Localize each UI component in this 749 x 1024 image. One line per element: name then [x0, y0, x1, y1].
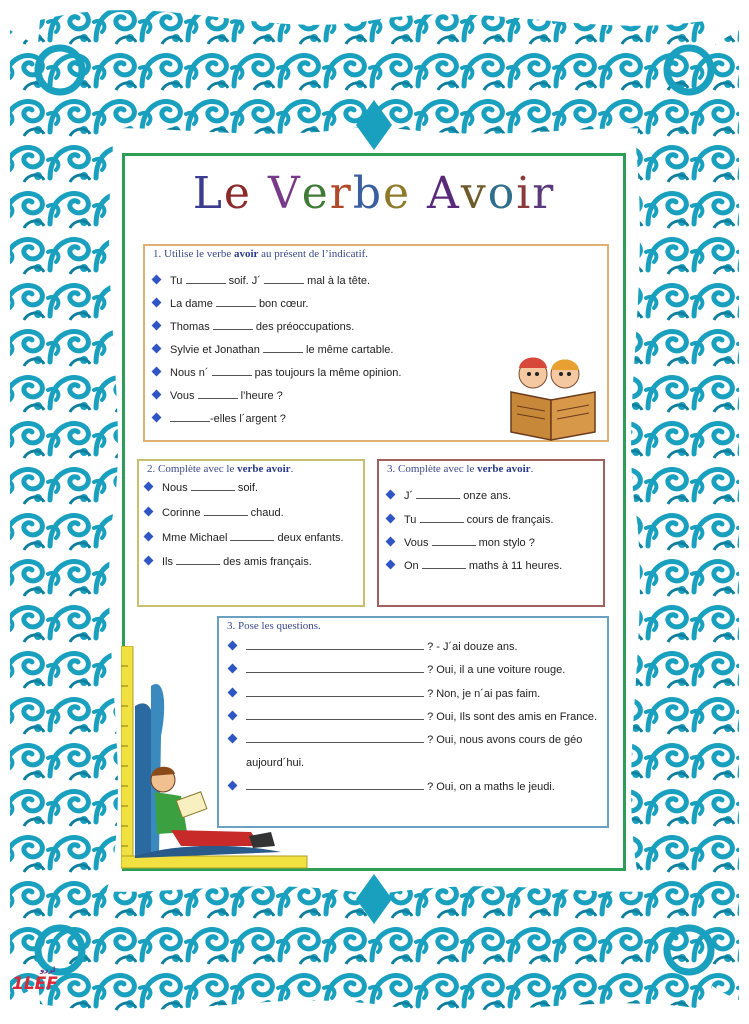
item-text: maths à 11 heures. — [468, 560, 563, 572]
diamond-bullet-icon — [152, 321, 162, 331]
title-letter: o — [487, 168, 517, 219]
blank-line[interactable] — [170, 412, 210, 422]
item-text: mal à la tête. — [307, 275, 371, 287]
diamond-bullet-icon — [386, 537, 396, 547]
title-letter: r — [532, 168, 556, 219]
heading-text: . — [530, 463, 534, 475]
diamond-bullet-icon — [152, 275, 162, 285]
diamond-bullet-icon — [152, 298, 162, 308]
site-logo — [12, 966, 58, 994]
exercise-2-box — [137, 459, 365, 607]
title-letter: b — [352, 168, 383, 219]
boy-reading-ruler-illustration — [121, 646, 311, 872]
diamond-bullet-icon — [144, 482, 154, 492]
diamond-bullet-icon — [144, 556, 154, 566]
exercise-1-item — [153, 343, 393, 356]
blank-line[interactable] — [416, 489, 460, 499]
exercise-3-box — [377, 459, 605, 607]
logo-small-text: لرزو — [40, 966, 56, 974]
diamond-bullet-icon — [386, 490, 396, 500]
item-text: chaud. — [250, 507, 284, 519]
exercise-1-item — [153, 412, 286, 425]
item-text: des amis français. — [223, 556, 312, 568]
item-text: Nous — [162, 482, 188, 494]
item-text: Mme Michael — [162, 532, 228, 544]
title-letter: e — [383, 168, 412, 219]
exercise-1-heading — [153, 248, 368, 260]
blank-line[interactable] — [176, 555, 220, 565]
item-text: le même cartable. — [306, 344, 394, 356]
exercise-3-heading — [387, 463, 533, 475]
item-text: l’heure ? — [240, 390, 283, 402]
answer-text: ? - J´ai douze ans. — [427, 641, 518, 653]
heading-text: 3. Complète avec le — [387, 463, 478, 475]
exercise-3-item — [387, 536, 535, 549]
item-text: Tu — [404, 514, 417, 526]
heading-bold: verbe avoir — [237, 463, 291, 475]
item-text: J´ — [404, 490, 414, 502]
title-letter: i — [516, 168, 533, 219]
blank-line[interactable] — [422, 559, 466, 569]
blank-line[interactable] — [213, 320, 253, 330]
heading-text: 2. Complète avec le — [147, 463, 238, 475]
heading-text: . — [290, 463, 294, 475]
item-text: Thomas — [170, 321, 210, 333]
item-text: Vous — [404, 537, 429, 549]
item-text: Tu — [170, 275, 183, 287]
title-letter: L — [192, 168, 224, 219]
title-letter: r — [329, 168, 353, 219]
blank-line[interactable] — [191, 481, 235, 491]
item-text: La dame — [170, 298, 213, 310]
exercise-1-box — [143, 244, 609, 442]
title-letter — [252, 168, 268, 219]
item-text: -elles l´argent ? — [210, 413, 286, 425]
exercise-1-item — [153, 274, 370, 287]
blank-line[interactable] — [432, 536, 476, 546]
diamond-bullet-icon — [152, 413, 162, 423]
item-text: deux enfants. — [277, 532, 344, 544]
item-text: mon stylo ? — [478, 537, 535, 549]
title-letter: v — [460, 168, 488, 219]
exercise-2-item — [145, 506, 284, 519]
title-letter: e — [301, 168, 330, 219]
blank-line[interactable] — [263, 343, 303, 353]
heading-bold: verbe avoir — [477, 463, 531, 475]
title-letter: A — [427, 168, 461, 219]
exercise-2-heading — [147, 463, 293, 475]
heading-bold: avoir — [233, 248, 259, 260]
blank-line[interactable] — [198, 389, 238, 399]
item-text: On — [404, 560, 419, 572]
page-title — [125, 168, 623, 219]
exercise-3-item — [387, 513, 553, 526]
item-text: Corinne — [162, 507, 201, 519]
item-text: des préoccupations. — [255, 321, 355, 333]
exercise-1-item — [153, 389, 283, 402]
title-letter: V — [267, 168, 302, 219]
blank-line[interactable] — [420, 513, 464, 523]
answer-text: ? Oui, nous avons cours de géo — [427, 734, 583, 746]
diamond-bullet-icon — [152, 344, 162, 354]
exercise-3-item — [387, 559, 562, 572]
item-text: cours de français. — [466, 514, 554, 526]
item-text: onze ans. — [463, 490, 511, 502]
item-text: Vous — [170, 390, 195, 402]
kids-reading-book-illustration — [503, 350, 603, 442]
item-text: soif. J´ — [228, 275, 261, 287]
exercise-4-heading: 3. Pose les questions. — [227, 620, 321, 632]
item-text: Ils — [162, 556, 173, 568]
exercise-3-item — [387, 489, 511, 502]
blank-line[interactable] — [204, 506, 248, 516]
answer-text: ? Non, je n´ai pas faim. — [427, 688, 541, 700]
heading-text: 1. Utilise le verbe — [153, 248, 234, 260]
item-text: soif. — [237, 482, 258, 494]
item-text: Sylvie et Jonathan — [170, 344, 260, 356]
logo-text: 1LEF — [12, 974, 58, 994]
diamond-bullet-icon — [144, 532, 154, 542]
blank-line[interactable] — [230, 531, 274, 541]
blank-line[interactable] — [186, 274, 226, 284]
diamond-bullet-icon — [152, 367, 162, 377]
item-text: bon cœur. — [258, 298, 309, 310]
answer-text: ? Oui, il a une voiture rouge. — [427, 664, 566, 676]
diamond-bullet-icon — [152, 390, 162, 400]
item-text: Nous n´ — [170, 367, 209, 379]
title-letter — [411, 168, 427, 219]
blank-line[interactable] — [216, 297, 256, 307]
answer-text: aujourd´hui. — [246, 757, 305, 769]
diamond-bullet-icon — [386, 560, 396, 570]
item-text: pas toujours la même opinion. — [254, 367, 402, 379]
answer-text: ? Oui, Ils sont des amis en France. — [427, 711, 598, 723]
exercise-2-item — [145, 555, 312, 568]
worksheet — [122, 153, 626, 871]
exercise-1-item — [153, 297, 308, 310]
blank-line[interactable] — [212, 366, 252, 376]
exercise-1-item — [153, 320, 354, 333]
exercise-1-item — [153, 366, 401, 379]
diamond-bullet-icon — [144, 507, 154, 517]
answer-text: ? Oui, on a maths le jeudi. — [427, 781, 555, 793]
diamond-bullet-icon — [386, 514, 396, 524]
heading-text: au présent de l’indicatif. — [258, 248, 369, 260]
title-letter: e — [223, 168, 252, 219]
exercise-2-item — [145, 531, 344, 544]
blank-line[interactable] — [264, 274, 304, 284]
exercise-2-item — [145, 481, 258, 494]
